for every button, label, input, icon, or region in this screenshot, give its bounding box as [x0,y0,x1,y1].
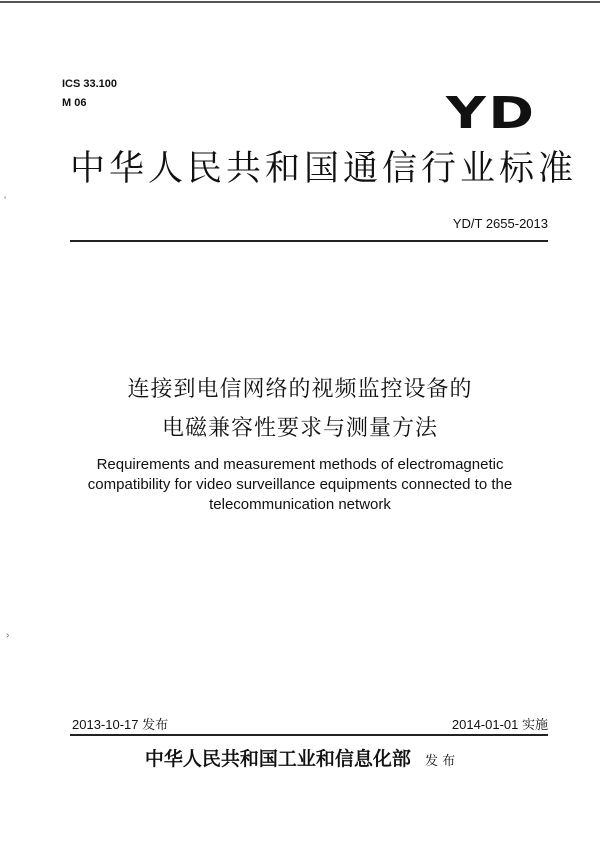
en-title-line-3: telecommunication network [209,496,391,513]
cn-title-line-2: 电磁兼容性要求与测量方法 [161,415,438,440]
en-title-line-2: compatibility for video surveillance equipments connected to the [87,476,513,493]
issue-date: 2013-10-17 发布 [72,717,169,732]
page-top-edge [0,1,600,3]
implementation-date: 2014-01-01 实施 [451,717,548,732]
cn-title-line-1: 连接到电信网络的视频监控设备的 [127,376,473,401]
issuer-name: 中华人民共和国工业和信息化部 [144,748,411,770]
ccs-code: M 06 [62,97,87,109]
ics-code: ICS 33.100 [62,78,118,90]
yd-logo: YD [446,88,537,139]
footer-divider [70,734,548,736]
en-title-line-1: Requirements and measurement methods of electromagnetic [96,456,504,473]
standard-category-title: 中华人民共和国通信行业标准 [70,149,578,188]
scan-mark: ‘ [4,195,7,206]
standard-number: YD/T 2655-2013 [452,216,548,231]
issuer-block [0,744,600,771]
issuer-action: 发 布 [424,754,456,769]
header-divider [70,240,548,242]
scan-mark: › [6,630,10,641]
